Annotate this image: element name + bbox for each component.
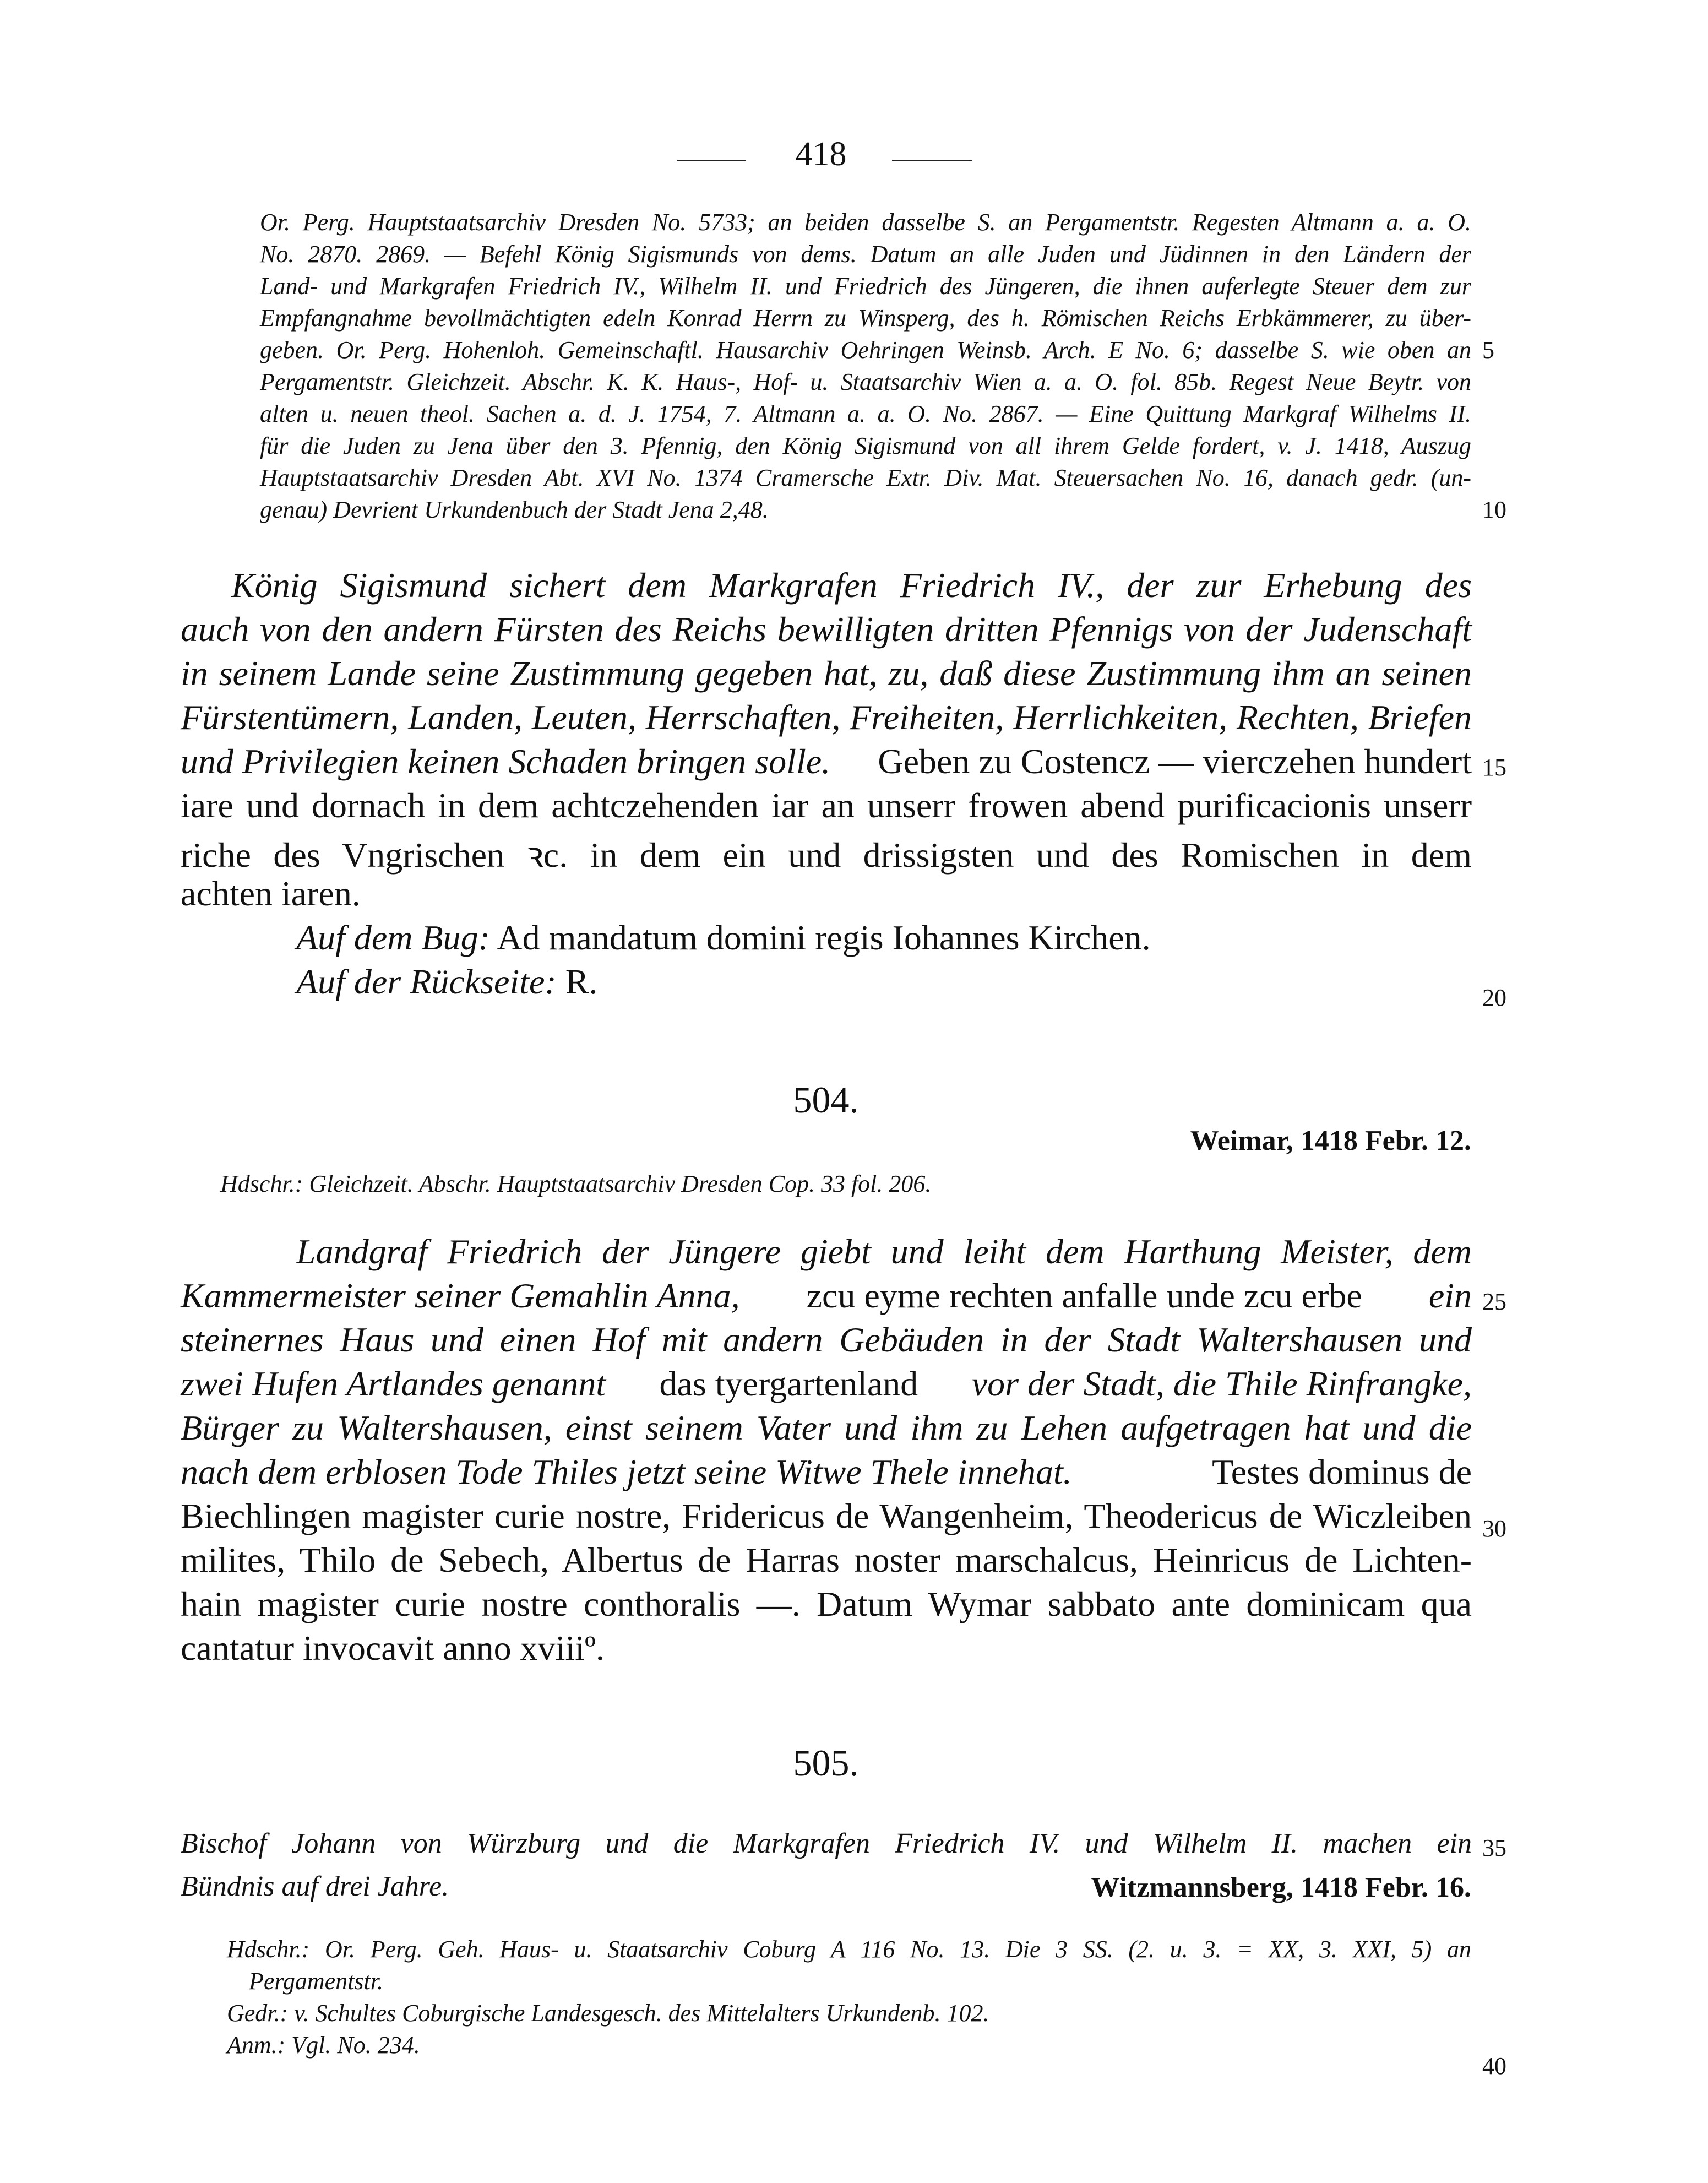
regest-italic-part: zwei Hufen Artlandes genannt bbox=[181, 1364, 606, 1403]
regest-italic-part: nach dem erblosen Tode Thiles jetzt seine Witwe Thele innehat. bbox=[181, 1452, 1072, 1491]
regest-line: in seinem Lande seine Zustimmung gegeben hat, zu, daß diese Zustimmung ihm an seinen bbox=[181, 654, 1472, 693]
note-line: Pergamentstr. bbox=[249, 1968, 384, 1995]
regest-italic-part: und Privilegien keinen Schaden bringen solle. bbox=[181, 742, 831, 781]
line-number-25: 25 bbox=[1482, 1288, 1506, 1315]
regest-italic-part: ein bbox=[1428, 1276, 1472, 1315]
note-line: alten u. neuen theol. Sachen a. d. J. 1754, 7. Altmann a. a. O. No. 2867. — Eine Quittung Markgraf Wilhelms II. bbox=[260, 400, 1471, 427]
rueckseite-text: R. bbox=[565, 962, 598, 1001]
note-line: Pergamentstr. Gleichzeit. Abschr. K. K. Haus-, Hof- u. Staatsarchiv Wien a. a. O. fol. 85b. Regest Neue Beytr. von bbox=[260, 368, 1471, 395]
regest-line: König Sigismund sichert dem Markgrafen Friedrich IV., der zur Erhebung des bbox=[231, 566, 1472, 605]
regest-line-mixed bbox=[181, 1364, 1472, 1404]
text-roman-part: Testes dominus de bbox=[1212, 1452, 1472, 1491]
dateline-505: Witzmannsberg, 1418 Febr. 16. bbox=[1091, 1872, 1471, 1903]
regest-line: Fürstentümern, Landen, Leuten, Herrschaften, Freiheiten, Herrlichkeiten, Rechten, Briefen bbox=[181, 698, 1472, 737]
bug-text: Ad mandatum domini regis Iohannes Kirchen. bbox=[497, 918, 1151, 957]
bug-label: Auf dem Bug: bbox=[296, 918, 490, 957]
regest-line: Bündnis auf drei Jahre. bbox=[181, 1871, 449, 1902]
line-number-15: 15 bbox=[1482, 754, 1506, 781]
text-roman-part: Geben zu Costencz — vierczehen hundert bbox=[878, 742, 1472, 781]
dateline-504: Weimar, 1418 Febr. 12. bbox=[1190, 1125, 1471, 1156]
line-number-30: 30 bbox=[1482, 1515, 1506, 1542]
regest-line: Bischof Johann von Würzburg und die Markgrafen Friedrich IV. und Wilhelm II. machen ein bbox=[181, 1828, 1472, 1859]
text-line: iare und dornach in dem achtczehenden iar an unserr frowen abend purificacionis unserr bbox=[181, 786, 1472, 825]
note-line: genau) Devrient Urkundenbuch der Stadt Jena 2,48. bbox=[260, 496, 769, 523]
note-line: Hauptstaatsarchiv Dresden Abt. XVI No. 1374 Cramersche Extr. Div. Mat. Steuersachen No. 16, danach gedr. (un- bbox=[260, 464, 1471, 491]
note-line: geben. Or. Perg. Hohenloh. Gemeinschaftl. Hausarchiv Oehringen Weinsb. Arch. E No. 6; dasselbe S. wie oben an bbox=[260, 336, 1471, 363]
note-line: Gedr.: v. Schultes Coburgische Landesgesch. des Mittelalters Urkundenb. 102. bbox=[227, 2000, 989, 2027]
note-line: Empfangnahme bevollmächtigten edeln Konrad Herrn zu Winsperg, des h. Römischen Reichs Erbkämmerer, zu über- bbox=[260, 305, 1471, 332]
line-number-5: 5 bbox=[1482, 336, 1494, 363]
regest-line: Landgraf Friedrich der Jüngere giebt und leiht dem Harthung Meister, dem bbox=[296, 1232, 1472, 1271]
header-rule-left bbox=[677, 160, 746, 161]
regest-line-mixed bbox=[181, 1452, 1472, 1492]
line-number-20: 20 bbox=[1482, 984, 1506, 1011]
bug-line bbox=[296, 917, 1151, 958]
regest-line: auch von den andern Fürsten des Reichs bewilligten dritten Pfennigs von der Judenschaft bbox=[181, 610, 1472, 649]
header-rule-right bbox=[892, 160, 972, 161]
line-number-10: 10 bbox=[1482, 496, 1506, 523]
note-line: No. 2870. 2869. — Befehl König Sigismunds von dems. Datum an alle Juden und Jüdinnen in den Ländern der bbox=[260, 241, 1471, 268]
entry-number-505: 505. bbox=[793, 1742, 859, 1784]
page-number: 418 bbox=[795, 135, 847, 173]
note-line: Land- und Markgrafen Friedrich IV., Wilhelm II. und Friedrich des Jüngeren, die ihnen auferlegte Steuer dem zur bbox=[260, 273, 1471, 300]
source-504: Hdschr.: Gleichzeit. Abschr. Hauptstaatsarchiv Dresden Cop. 33 fol. 206. bbox=[220, 1170, 932, 1197]
text-roman-part: zcu eyme rechten anfalle unde zcu erbe bbox=[806, 1276, 1362, 1315]
entry-number-504: 504. bbox=[793, 1079, 859, 1121]
text-line: hain magister curie nostre conthoralis —. Datum Wymar sabbato ante dominicam qua bbox=[181, 1584, 1472, 1623]
rueckseite-label: Auf der Rückseite: bbox=[296, 962, 557, 1001]
note-line: Hdschr.: Or. Perg. Geh. Haus- u. Staatsarchiv Coburg A 116 No. 13. Die 3 SS. (2. u. 3. = XX, 3. XXI, 5) an bbox=[227, 1936, 1471, 1963]
text-line: milites, Thilo de Sebech, Albertus de Harras noster marschalcus, Heinricus de Lichten- bbox=[181, 1540, 1472, 1579]
regest-line-mixed bbox=[181, 1275, 1472, 1316]
line-number-40: 40 bbox=[1482, 2052, 1506, 2079]
text-line: Biechlingen magister curie nostre, Fridericus de Wangenheim, Theodericus de Wiczleiben bbox=[181, 1496, 1472, 1535]
text-line: achten iaren. bbox=[181, 874, 361, 913]
text-line: riche des Vngrischen ꝛc. in dem ein und drissigsten und des Romischen in dem bbox=[181, 835, 1472, 875]
regest-italic-part: Kammermeister seiner Gemahlin Anna, bbox=[181, 1276, 740, 1315]
text-roman-part: das tyergartenland bbox=[659, 1364, 918, 1403]
text-line: cantatur invocavit anno xviiiº. bbox=[181, 1628, 605, 1668]
regest-line: steinernes Haus und einen Hof mit andern Gebäuden in der Stadt Waltershausen und bbox=[181, 1320, 1472, 1359]
regest-line-mixed bbox=[181, 741, 1472, 782]
note-line: Anm.: Vgl. No. 234. bbox=[227, 2032, 420, 2059]
note-line: für die Juden zu Jena über den 3. Pfennig, den König Sigismund von all ihrem Gelde fordert, v. J. 1418, Auszug bbox=[260, 432, 1471, 459]
line-number-35: 35 bbox=[1482, 1834, 1506, 1861]
regest-italic-part: vor der Stadt, die Thile Rinfrangke, bbox=[971, 1364, 1472, 1403]
rueckseite-line bbox=[296, 962, 597, 1002]
note-line: Or. Perg. Hauptstaatsarchiv Dresden No. 5733; an beiden dasselbe S. an Pergamentstr. Regesten Altmann a. a. O. bbox=[260, 209, 1471, 236]
regest-line: Bürger zu Waltershausen, einst seinem Vater und ihm zu Lehen aufgetragen hat und die bbox=[181, 1408, 1472, 1447]
